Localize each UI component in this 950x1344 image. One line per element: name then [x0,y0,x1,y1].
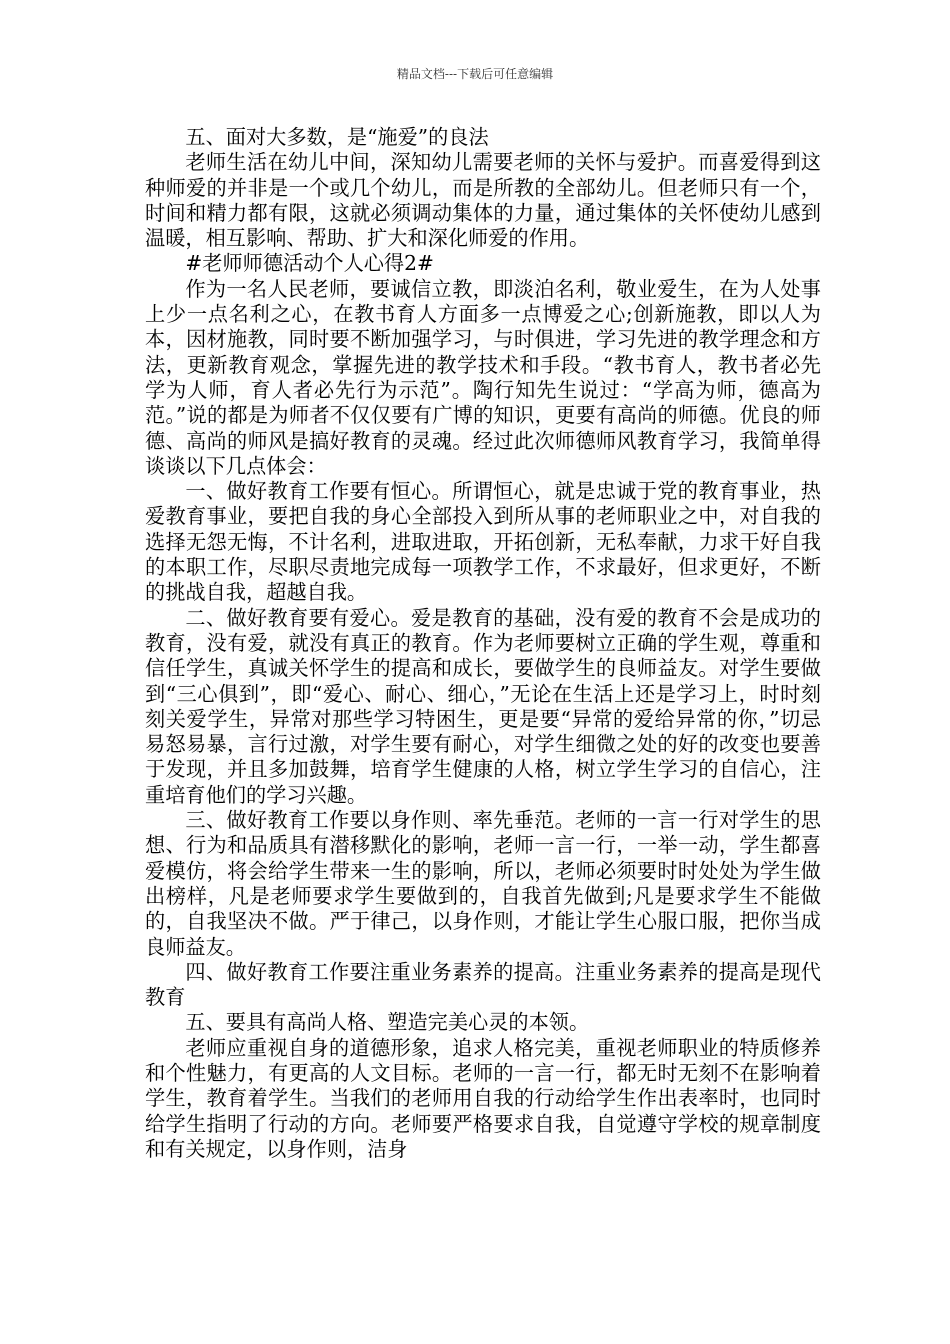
page-header: 精品文档---下载后可任意编辑 [396,67,554,81]
body-paragraph: 老师生活在幼儿中间，深知幼儿需要老师的关怀与爱护。而喜爱得到这种师爱的并非是一个或几个幼儿，而是所教的全部幼儿。但老师只有一个，时间和精力都有限，这就必须调动集体的力量，通过集体的关怀使幼儿感到温暖，相互影响、帮助、扩大和深化师爱的作用。 [145,150,821,251]
section-heading: 五、面对大多数，是“施爱”的良法 [185,125,489,149]
body-paragraph: 四、做好教育工作要注重业务素养的提高。注重业务素养的提高是现代教育 [145,959,821,1010]
article-title: #老师师德活动个人心得2# [185,251,434,276]
section-heading: 五、要具有高尚人格、塑造完美心灵的本领。 [185,1010,590,1035]
body-paragraph: 作为一名人民老师，要诚信立教，即淡泊名利，敬业爱生，在为人处事上少一点名利之心，在教书育人方面多一点博爱之心;创新施教，即以人为本，因材施教，同时要不断加强学习，与时俱进，学习先进的教学理念和方法，更新教育观念，掌握先进的教学技术和手段。“教书育人，教书者必先学为人师，育人者必先行为示范”。陶行知先生说过：“学高为师，德高为范。”说的都是为师者不仅仅要有广博的知识，更要有高尚的师德。优良的师德、高尚的师风是搞好教育的灵魂。经过此次师德师风教育学习，我简单得谈谈以下几点体会： [145,276,821,478]
body-paragraph: 三、做好教育工作要以身作则、率先垂范。老师的一言一行对学生的思想、行为和品质具有潜移默化的影响，老师一言一行，一举一动，学生都喜爱模仿，将会给学生带来一生的影响，所以，老师必须要时时处处为学生做出榜样，凡是老师要求学生要做到的，自我首先做到;凡是要求学生不能做的，自我坚决不做。严于律己，以身作则，才能让学生心服口服，把你当成良师益友。 [145,808,821,959]
body-paragraph: 二、做好教育要有爱心。爱是教育的基础，没有爱的教育不会是成功的教育，没有爱，就没有真正的教育。作为老师要树立正确的学生观，尊重和信任学生，真诚关怀学生的提高和成长，要做学生的良师益友。对学生要做到“三心俱到”，即“爱心、耐心、细心，”无论在生活上还是学习上，时时刻刻关爱学生，异常对那些学习特困生，更是要“异常的爱给异常的你，”切忌易怒易暴，言行过激，对学生要有耐心，对学生细微之处的好的改变也要善于发现，并且多加鼓舞，培育学生健康的人格，树立学生学习的自信心，注重培育他们的学习兴趣。 [145,605,821,807]
document-body [145,125,821,1162]
body-paragraph: 老师应重视自身的道德形象，追求人格完美，重视老师职业的特质修养和个性魅力，有更高的人文目标。老师的一言一行，都无时无刻不在影响着学生，教育着学生。当我们的老师用自我的行动给学生作出表率时，也同时给学生指明了行动的方向。老师要严格要求自我，自觉遵守学校的规章制度和有关规定，以身作则，洁身 [145,1035,821,1161]
body-paragraph: 一、做好教育工作要有恒心。所谓恒心，就是忠诚于党的教育事业，热爱教育事业，要把自我的身心全部投入到所从事的老师职业之中，对自我的选择无怨无悔，不计名利，进取进取，开拓创新，无私奉献，力求干好自我的本职工作，尽职尽责地完成每一项教学工作，不求最好，但求更好，不断的挑战自我，超越自我。 [145,479,821,605]
